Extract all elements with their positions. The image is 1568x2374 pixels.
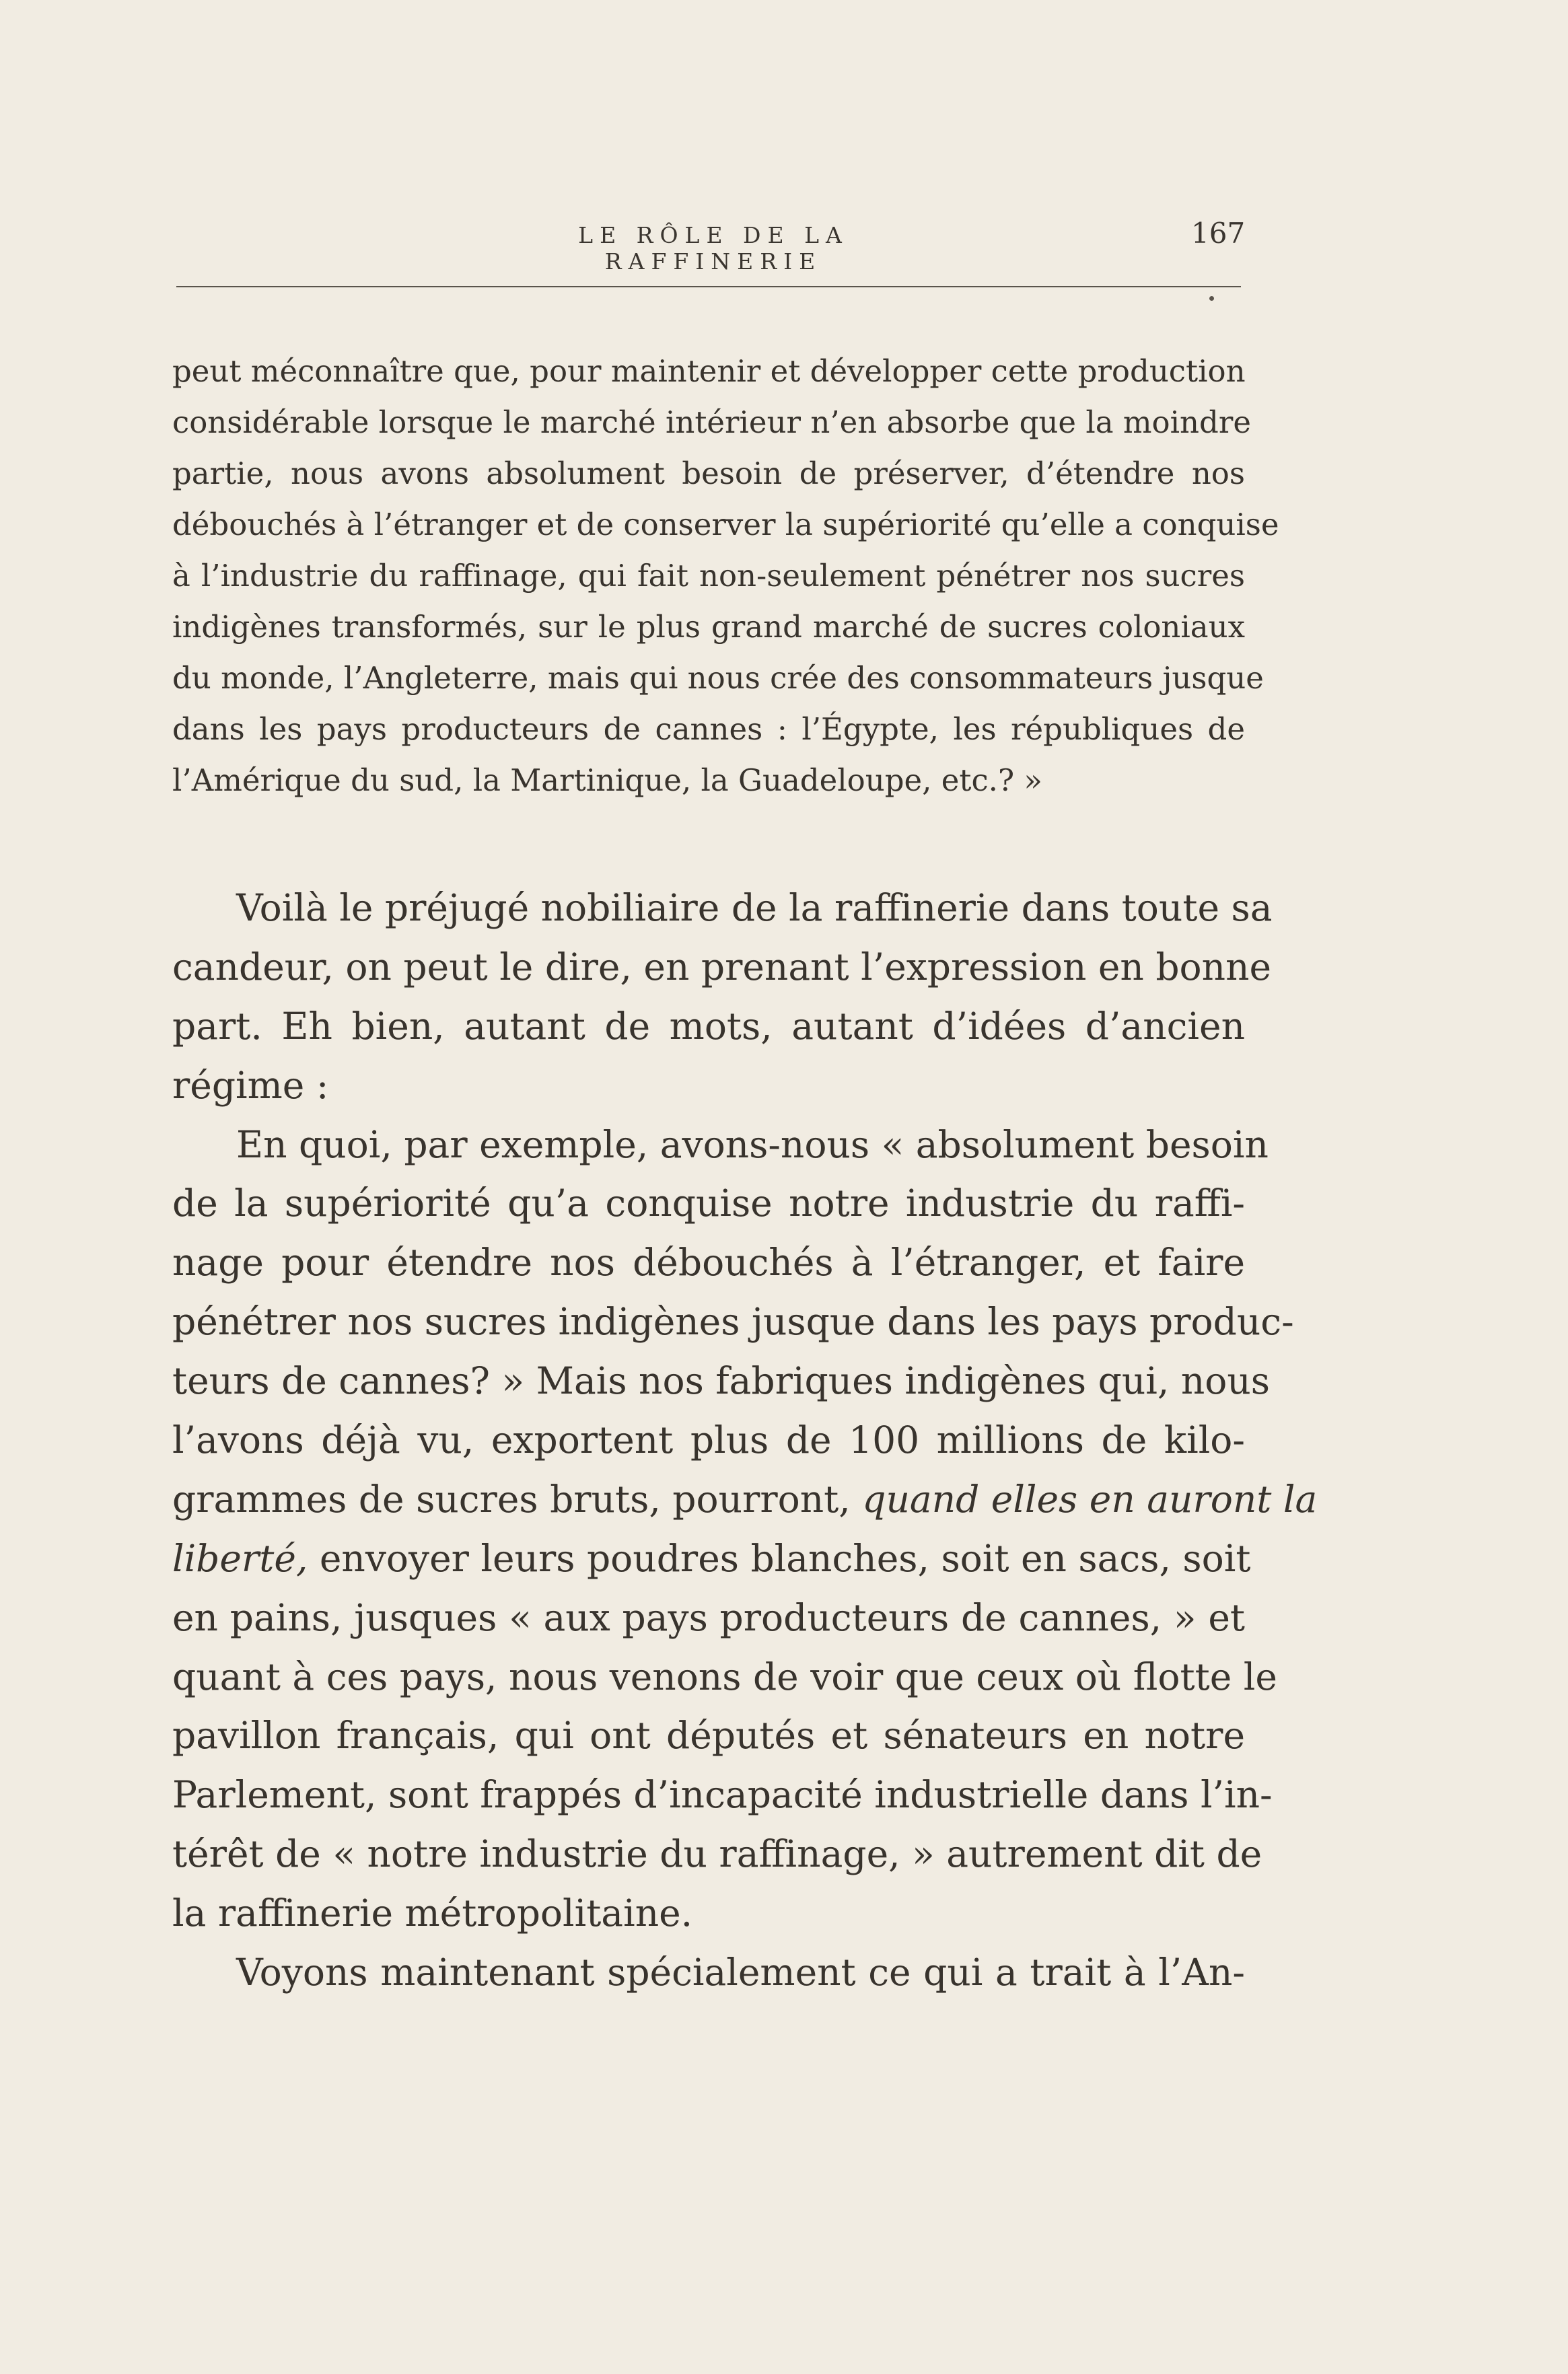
body-line: Parlement, sont frappés d’incapacité industrielle dans l’in-	[172, 1773, 1273, 1817]
quote-line: considérable lorsque le marché intérieur n’en absorbe que la moindre	[172, 404, 1251, 440]
body-text-segment: grammes de sucres bruts, pourront,	[172, 1477, 851, 1521]
running-title: LE RÔLE DE LA RAFFINERIE	[578, 222, 849, 275]
body-line: la raffinerie métropolitaine.	[172, 1892, 693, 1935]
body-text-segment: envoyer leurs poudres blanches, soit en sacs, soit	[319, 1536, 1251, 1580]
body-line: de la supériorité qu’a conquise notre industrie du raffi-	[172, 1182, 1245, 1225]
printer-mark	[1209, 296, 1214, 301]
body-text	[172, 879, 1318, 2003]
body-line: en pains, jusques « aux pays producteurs de cannes, » et	[172, 1595, 1245, 1639]
quote-line: débouchés à l’étranger et de conserver la supériorité qu’elle a conquise	[172, 507, 1279, 542]
body-line: Voilà le préjugé nobiliaire de la raffinerie dans toute sa	[236, 886, 1273, 929]
quote-line: l’Amérique du sud, la Martinique, la Guadeloupe, etc.? »	[172, 762, 1042, 798]
body-line: En quoi, par exemple, avons-nous « absolument besoin	[236, 1122, 1269, 1166]
body-line: régime :	[172, 1063, 329, 1107]
body-line: teurs de cannes? » Mais nos fabriques indigènes qui, nous	[172, 1359, 1271, 1403]
quote-line: indigènes transformés, sur le plus grand marché de sucres coloniaux	[172, 609, 1245, 645]
italic-emphasis: liberté,	[172, 1536, 308, 1580]
quote-line: du monde, l’Angleterre, mais qui nous crée des consommateurs jusque	[172, 660, 1264, 696]
body-line: nage pour étendre nos débouchés à l’étranger, et faire	[172, 1241, 1245, 1285]
body-line: candeur, on peut le dire, en prenant l’expression en bonne	[172, 945, 1272, 988]
quote-line: dans les pays producteurs de cannes : l’Égypte, les républiques de	[172, 711, 1245, 747]
italic-emphasis: quand elles en auront la	[862, 1477, 1318, 1521]
body-line: pénétrer nos sucres indigènes jusque dans les pays produc-	[172, 1300, 1294, 1344]
body-line: part. Eh bien, autant de mots, autant d’idées d’ancien	[172, 1004, 1245, 1048]
body-line: Voyons maintenant spécialement ce qui a trait à l’An-	[236, 1951, 1245, 1994]
body-line: pavillon français, qui ont députés et sénateurs en notre	[172, 1714, 1245, 1758]
body-line: l’avons déjà vu, exportent plus de 100 millions de kilo-	[172, 1418, 1245, 1462]
body-line: quant à ces pays, nous venons de voir que ceux où flotte le	[172, 1655, 1277, 1698]
header-rule	[176, 286, 1241, 287]
quoted-passage	[172, 346, 1279, 806]
quote-line: à l’industrie du raffinage, qui fait non-seulement pénétrer nos sucres	[172, 558, 1245, 594]
quote-line: partie, nous avons absolument besoin de préserver, d’étendre nos	[172, 456, 1245, 491]
page-number: 167	[1191, 217, 1246, 250]
quote-line: peut méconnaître que, pour maintenir et développer cette production	[172, 353, 1246, 389]
body-line-mixed	[172, 1530, 1251, 1589]
body-line: térêt de « notre industrie du raffinage, » autrement dit de	[172, 1832, 1262, 1876]
body-line-mixed	[172, 1470, 1318, 1530]
